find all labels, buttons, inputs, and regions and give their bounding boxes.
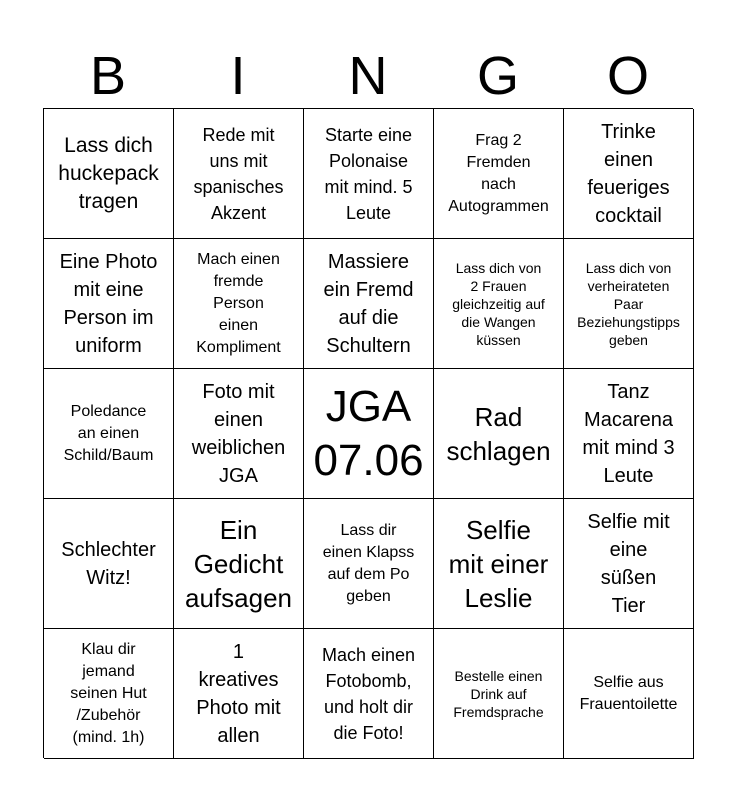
bingo-grid xyxy=(43,108,693,758)
bingo-cell[interactable] xyxy=(564,239,694,369)
bingo-cell-text: Foto mit einen weiblichen JGA xyxy=(191,380,286,487)
bingo-cell-text: Trinke einen feueriges cocktail xyxy=(587,120,670,227)
bingo-cell-text: Poledance an einen Schild/Baum xyxy=(63,402,154,464)
bingo-cell-text: Rad schlagen xyxy=(446,401,551,466)
bingo-cell[interactable] xyxy=(174,109,304,239)
header-letter-b: B xyxy=(89,46,127,106)
bingo-cell[interactable] xyxy=(564,629,694,759)
bingo-cell[interactable] xyxy=(434,109,564,239)
bingo-header xyxy=(43,44,693,108)
bingo-cell-text: Eine Photo mit eine Person im uniform xyxy=(59,250,158,357)
bingo-cell[interactable] xyxy=(174,499,304,629)
bingo-cell-text: Lass dir einen Klapss auf dem Po geben xyxy=(322,521,415,605)
bingo-cell-text: 1 kreatives Photo mit allen xyxy=(196,640,281,747)
header-letter-o: O xyxy=(606,46,649,106)
bingo-cell[interactable] xyxy=(44,369,174,499)
bingo-cell-text: Lass dich von verheirateten Paar Beziehungstipps geben xyxy=(577,259,680,348)
bingo-cell[interactable] xyxy=(434,499,564,629)
bingo-cell-text: Lass dich huckepack tragen xyxy=(58,133,159,213)
bingo-cell[interactable] xyxy=(44,499,174,629)
bingo-cell[interactable] xyxy=(44,239,174,369)
bingo-cell[interactable] xyxy=(564,109,694,239)
bingo-cell[interactable] xyxy=(44,109,174,239)
bingo-cell[interactable] xyxy=(304,239,434,369)
bingo-cell-text: Massiere ein Fremd auf die Schultern xyxy=(323,250,414,357)
bingo-cell[interactable] xyxy=(304,629,434,759)
bingo-cell-text: Rede mit uns mit spanisches Akzent xyxy=(193,124,284,223)
bingo-cell-text: Bestelle einen Drink auf Fremdsprache xyxy=(453,667,544,720)
bingo-cell-text: Schlechter Witz! xyxy=(61,538,156,589)
bingo-cell-text: Selfie mit eine süßen Tier xyxy=(587,510,670,617)
bingo-cell-text: Ein Gedicht aufsagen xyxy=(185,514,292,613)
bingo-cell-text: Mach einen fremde Person einen Kompliment xyxy=(196,250,281,356)
header-letter-i: I xyxy=(230,46,246,106)
bingo-cell[interactable] xyxy=(434,369,564,499)
bingo-cell-text: Mach einen Fotobomb, und holt dir die Foto! xyxy=(321,644,416,743)
bingo-cell-text: Selfie aus Frauentoilette xyxy=(579,673,678,713)
bingo-cell[interactable] xyxy=(174,369,304,499)
bingo-cell-text: Klau dir jemand seinen Hut /Zubehör (mind. 1h) xyxy=(70,640,147,746)
bingo-cell-text: Selfie mit einer Leslie xyxy=(448,514,549,613)
bingo-cell[interactable] xyxy=(304,499,434,629)
bingo-cell-text: Lass dich von 2 Frauen gleichzeitig auf die Wangen küssen xyxy=(452,259,545,348)
bingo-cell[interactable] xyxy=(174,239,304,369)
bingo-cell[interactable] xyxy=(564,369,694,499)
bingo-cell[interactable] xyxy=(304,109,434,239)
bingo-cell[interactable] xyxy=(174,629,304,759)
bingo-cell[interactable] xyxy=(564,499,694,629)
header-letter-n: N xyxy=(348,46,388,106)
bingo-cell-center[interactable] xyxy=(304,369,434,499)
bingo-cell-text: JGA 07.06 xyxy=(313,381,424,485)
bingo-cell[interactable] xyxy=(434,629,564,759)
bingo-cell-text: Starte eine Polonaise mit mind. 5 Leute xyxy=(324,124,413,223)
bingo-cell-text: Frag 2 Fremden nach Autogrammen xyxy=(448,131,549,215)
bingo-cell-text: Tanz Macarena mit mind 3 Leute xyxy=(582,380,675,487)
bingo-cell[interactable] xyxy=(434,239,564,369)
bingo-cell[interactable] xyxy=(44,629,174,759)
header-letter-g: G xyxy=(476,46,519,106)
